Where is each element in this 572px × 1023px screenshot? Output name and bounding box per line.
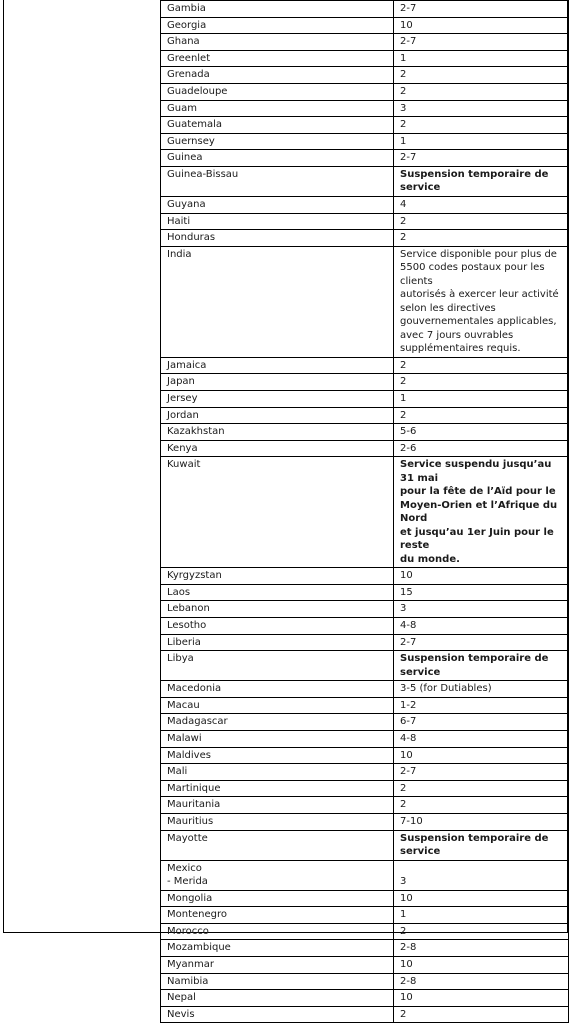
country-cell: Gambia bbox=[161, 1, 394, 18]
delivery-days-cell: 4-8 bbox=[394, 731, 569, 748]
delivery-days-cell: 2 bbox=[394, 117, 569, 134]
table-row bbox=[161, 213, 569, 230]
delivery-days-cell: 2-8 bbox=[394, 973, 569, 990]
table-row bbox=[161, 150, 569, 167]
country-cell: Maldives bbox=[161, 747, 394, 764]
table-row bbox=[161, 940, 569, 957]
country-cell: Guam bbox=[161, 100, 394, 117]
country-cell: Mauritania bbox=[161, 797, 394, 814]
country-cell: Lebanon bbox=[161, 601, 394, 618]
delivery-days-cell: 1 bbox=[394, 390, 569, 407]
delivery-days-cell: 5-6 bbox=[394, 424, 569, 441]
delivery-days-cell: 2-7 bbox=[394, 1, 569, 18]
country-cell: Jamaica bbox=[161, 357, 394, 374]
country-cell: Macau bbox=[161, 697, 394, 714]
delivery-days-cell: Service disponible pour plus de 5500 codes postaux pour les clients autorisés à exercer leur activité selon les directives gouvernementales applicables, avec 7 jours ouvrables supplémentaires requis. bbox=[394, 246, 569, 357]
country-cell: Mayotte bbox=[161, 830, 394, 860]
country-cell: Japan bbox=[161, 374, 394, 391]
country-cell: Mali bbox=[161, 764, 394, 781]
country-cell: Morocco bbox=[161, 923, 394, 940]
delivery-days-cell: 3 bbox=[394, 100, 569, 117]
table-row bbox=[161, 860, 569, 890]
table-row bbox=[161, 100, 569, 117]
delivery-days-cell: 1 bbox=[394, 50, 569, 67]
delivery-days-cell: 3-5 (for Dutiables) bbox=[394, 681, 569, 698]
delivery-days-cell: 2-7 bbox=[394, 150, 569, 167]
delivery-days-cell: 2 bbox=[394, 407, 569, 424]
table-row bbox=[161, 618, 569, 635]
table-row bbox=[161, 34, 569, 51]
delivery-days-cell: 4 bbox=[394, 196, 569, 213]
country-cell: Martinique bbox=[161, 780, 394, 797]
table-row bbox=[161, 681, 569, 698]
delivery-days-cell: 1 bbox=[394, 907, 569, 924]
country-cell: Lesotho bbox=[161, 618, 394, 635]
country-cell: Mexico - Merida bbox=[161, 860, 394, 890]
country-cell: India bbox=[161, 246, 394, 357]
delivery-days-cell: 2-8 bbox=[394, 940, 569, 957]
delivery-days-cell: 10 bbox=[394, 747, 569, 764]
country-cell: Nevis bbox=[161, 1006, 394, 1023]
delivery-days-cell: 2 bbox=[394, 230, 569, 247]
table-row bbox=[161, 601, 569, 618]
country-cell: Laos bbox=[161, 584, 394, 601]
country-cell: Madagascar bbox=[161, 714, 394, 731]
table-row bbox=[161, 230, 569, 247]
table-row bbox=[161, 424, 569, 441]
country-cell: Kazakhstan bbox=[161, 424, 394, 441]
delivery-days-cell: 3 bbox=[394, 860, 569, 890]
country-cell: Kuwait bbox=[161, 457, 394, 568]
table-row bbox=[161, 973, 569, 990]
country-cell: Kyrgyzstan bbox=[161, 568, 394, 585]
delivery-days-cell: Suspension temporaire de service bbox=[394, 166, 569, 196]
country-cell: Montenegro bbox=[161, 907, 394, 924]
delivery-days-cell: 7-10 bbox=[394, 814, 569, 831]
table-row bbox=[161, 634, 569, 651]
delivery-days-cell: 10 bbox=[394, 990, 569, 1007]
country-cell: Guernsey bbox=[161, 133, 394, 150]
table-row bbox=[161, 457, 569, 568]
table-row bbox=[161, 196, 569, 213]
table-row bbox=[161, 133, 569, 150]
table-row bbox=[161, 1006, 569, 1023]
table-row bbox=[161, 166, 569, 196]
table-row bbox=[161, 440, 569, 457]
table-row bbox=[161, 764, 569, 781]
table-row bbox=[161, 697, 569, 714]
delivery-days-cell: 2-7 bbox=[394, 34, 569, 51]
country-cell: Georgia bbox=[161, 17, 394, 34]
delivery-days-cell: 2 bbox=[394, 374, 569, 391]
delivery-days-cell: 2 bbox=[394, 357, 569, 374]
country-cell: Libya bbox=[161, 651, 394, 681]
delivery-days-cell: 2 bbox=[394, 923, 569, 940]
delivery-days-cell: 10 bbox=[394, 956, 569, 973]
table-row bbox=[161, 923, 569, 940]
country-cell: Ghana bbox=[161, 34, 394, 51]
table-row bbox=[161, 814, 569, 831]
table-row bbox=[161, 407, 569, 424]
country-cell: Guyana bbox=[161, 196, 394, 213]
delivery-days-cell: 2 bbox=[394, 213, 569, 230]
table-row bbox=[161, 956, 569, 973]
table-row bbox=[161, 83, 569, 100]
table-row bbox=[161, 584, 569, 601]
country-cell: Grenada bbox=[161, 67, 394, 84]
table-row bbox=[161, 50, 569, 67]
delivery-days-cell: Service suspendu jusqu’au 31 mai pour la fête de l’Aïd pour le Moyen-Orien et l’Afrique du Nord et jusqu’au 1er Juin pour le reste du monde. bbox=[394, 457, 569, 568]
country-cell: Guinea-Bissau bbox=[161, 166, 394, 196]
table-row bbox=[161, 747, 569, 764]
country-cell: Jordan bbox=[161, 407, 394, 424]
delivery-days-cell: 10 bbox=[394, 17, 569, 34]
country-cell: Haiti bbox=[161, 213, 394, 230]
country-cell: Greenlet bbox=[161, 50, 394, 67]
country-cell: Namibia bbox=[161, 973, 394, 990]
country-cell: Guadeloupe bbox=[161, 83, 394, 100]
table-row bbox=[161, 117, 569, 134]
country-cell: Guatemala bbox=[161, 117, 394, 134]
country-cell: Jersey bbox=[161, 390, 394, 407]
delivery-days-cell: Suspension temporaire de service bbox=[394, 830, 569, 860]
table-row bbox=[161, 390, 569, 407]
left-empty-column bbox=[3, 0, 161, 933]
table-row bbox=[161, 714, 569, 731]
table-row bbox=[161, 780, 569, 797]
delivery-days-cell: 6-7 bbox=[394, 714, 569, 731]
delivery-days-cell: 2 bbox=[394, 780, 569, 797]
table-row bbox=[161, 830, 569, 860]
country-cell: Liberia bbox=[161, 634, 394, 651]
delivery-days-cell: 2 bbox=[394, 83, 569, 100]
country-cell: Kenya bbox=[161, 440, 394, 457]
country-cell: Mauritius bbox=[161, 814, 394, 831]
table-row bbox=[161, 907, 569, 924]
country-cell: Guinea bbox=[161, 150, 394, 167]
table-row bbox=[161, 374, 569, 391]
delivery-days-cell: 4-8 bbox=[394, 618, 569, 635]
table-row bbox=[161, 357, 569, 374]
table-row bbox=[161, 1, 569, 18]
delivery-days-cell: 1 bbox=[394, 133, 569, 150]
table-row bbox=[161, 731, 569, 748]
country-cell: Macedonia bbox=[161, 681, 394, 698]
delivery-days-cell: 2-6 bbox=[394, 440, 569, 457]
delivery-days-cell: 3 bbox=[394, 601, 569, 618]
table-row bbox=[161, 246, 569, 357]
country-cell: Mozambique bbox=[161, 940, 394, 957]
delivery-times-table bbox=[160, 0, 569, 1023]
table-row bbox=[161, 890, 569, 907]
delivery-days-cell: 10 bbox=[394, 890, 569, 907]
delivery-days-cell: 2-7 bbox=[394, 764, 569, 781]
delivery-days-cell: 2-7 bbox=[394, 634, 569, 651]
delivery-days-cell: 1-2 bbox=[394, 697, 569, 714]
delivery-days-cell: 2 bbox=[394, 1006, 569, 1023]
delivery-days-cell: 10 bbox=[394, 568, 569, 585]
table-row bbox=[161, 651, 569, 681]
table-body bbox=[161, 1, 569, 1023]
delivery-days-cell: 2 bbox=[394, 797, 569, 814]
country-cell: Nepal bbox=[161, 990, 394, 1007]
table-row bbox=[161, 17, 569, 34]
delivery-days-cell: 15 bbox=[394, 584, 569, 601]
table-row bbox=[161, 568, 569, 585]
table-row bbox=[161, 797, 569, 814]
delivery-days-cell: 2 bbox=[394, 67, 569, 84]
country-cell: Honduras bbox=[161, 230, 394, 247]
country-cell: Mongolia bbox=[161, 890, 394, 907]
table-row bbox=[161, 67, 569, 84]
table-row bbox=[161, 990, 569, 1007]
country-cell: Malawi bbox=[161, 731, 394, 748]
country-cell: Myanmar bbox=[161, 956, 394, 973]
delivery-days-cell: Suspension temporaire de service bbox=[394, 651, 569, 681]
